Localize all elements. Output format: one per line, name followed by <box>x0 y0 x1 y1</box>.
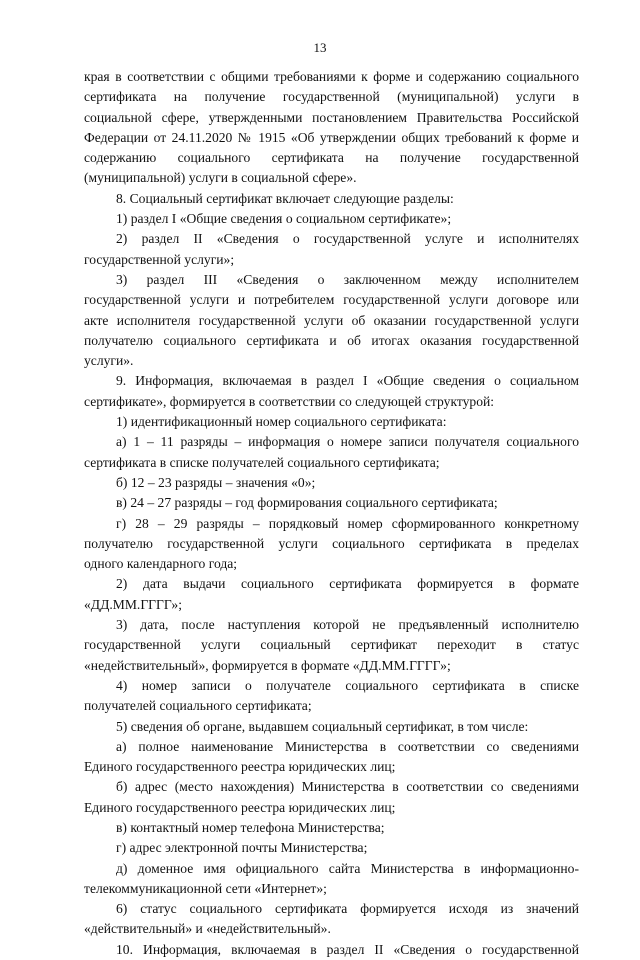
text-line: 3) раздел III «Сведения о заключенном между исполнителем <box>116 271 579 287</box>
text-line: в) контактный номер телефона Министерства; <box>116 819 385 835</box>
text-line: б) адрес (место нахождения) Министерства в соответствии со сведениями <box>116 779 579 795</box>
text-line: 4) номер записи о получателе социального сертификата в списке <box>116 677 579 693</box>
text-line: а) полное наименование Министерства в соответствии со сведениями <box>116 738 579 754</box>
text-line: (муниципальной) услуги в социальной сфере». <box>84 170 357 186</box>
text-line: 2) раздел II «Сведения о государственной услуге и исполнителях <box>116 231 579 247</box>
text-line: в) 24 – 27 разряды – год формирования социального сертификата; <box>116 495 498 511</box>
text-line: Единого государственного реестра юридических лиц; <box>84 799 396 815</box>
text-line: «действительный» и «недействительный». <box>84 921 331 937</box>
text-line: государственной услуги социальный сертификат переходит в статус <box>84 637 579 653</box>
text-line: 9. Информация, включаемая в раздел I «Общие сведения о социальном <box>116 373 579 389</box>
text-line: 8. Социальный сертификат включает следующие разделы: <box>116 190 454 206</box>
text-line: получателю государственной услуги социального сертификата в пределах <box>84 535 579 551</box>
text-line: акте исполнителя государственной услуги об оказании государственной услуги <box>84 312 579 328</box>
text-line: сертификата на получение государственной (муниципальной) услуги в <box>84 89 579 105</box>
text-line: 1) раздел I «Общие сведения о социальном сертификате»; <box>116 211 452 227</box>
text-line: услуги». <box>84 353 134 369</box>
text-line: сертификате», формируется в соответствии со следующей структурой: <box>84 393 495 409</box>
text-line: а) 1 – 11 разряды – информация о номере записи получателя социального <box>116 434 579 450</box>
text-line: «ДД.ММ.ГГГГ»; <box>84 596 182 612</box>
text-line: 2) дата выдачи социального сертификата формируется в формате <box>116 576 579 592</box>
text-line: г) адрес электронной почты Министерства; <box>116 840 368 856</box>
page-number: 13 <box>313 40 327 55</box>
text-line: г) 28 – 29 разряды – порядковый номер сформированного конкретному <box>116 515 579 531</box>
text-line: б) 12 – 23 разряды – значения «0»; <box>116 474 316 490</box>
text-line: получателю социального сертификата и об итогах оказания государственной <box>84 332 579 348</box>
text-line: Единого государственного реестра юридических лиц; <box>84 759 396 775</box>
text-line: телекоммуникационной сети «Интернет»; <box>84 880 327 896</box>
text-line: д) доменное имя официального сайта Министерства в информационно- <box>116 860 579 876</box>
text-line: 6) статус социального сертификата формируется исходя из значений <box>116 901 579 917</box>
text-line: 10. Информация, включаемая в раздел II «Сведения о государственной <box>116 941 579 957</box>
document-body <box>84 67 579 960</box>
text-line: государственной услуги и потребителем государственной услуги договоре или <box>84 292 579 308</box>
text-line: содержанию социального сертификата на получение государственной <box>84 150 579 166</box>
text-line: государственной услуги»; <box>84 251 235 267</box>
text-line: сертификата в списке получателей социального сертификата; <box>84 454 440 470</box>
text-line: 1) идентификационный номер социального сертификата: <box>116 414 447 430</box>
text-line: края в соответствии с общими требованиями к форме и содержанию социального <box>84 69 579 84</box>
text-line: «недействительный», формируется в формате «ДД.ММ.ГГГГ»; <box>84 657 451 673</box>
text-line: одного календарного года; <box>84 556 238 572</box>
text-line: социальной сфере, утвержденными постановлением Правительства Российской <box>84 109 579 125</box>
text-line: 5) сведения об органе, выдавшем социальный сертификат, в том числе: <box>116 718 529 734</box>
text-line: 3) дата, после наступления которой не предъявленный исполнителю <box>116 617 579 633</box>
text-line: получателей социального сертификата; <box>84 698 312 714</box>
text-line: Федерации от 24.11.2020 № 1915 «Об утверждении общих требований к форме и <box>84 129 579 145</box>
